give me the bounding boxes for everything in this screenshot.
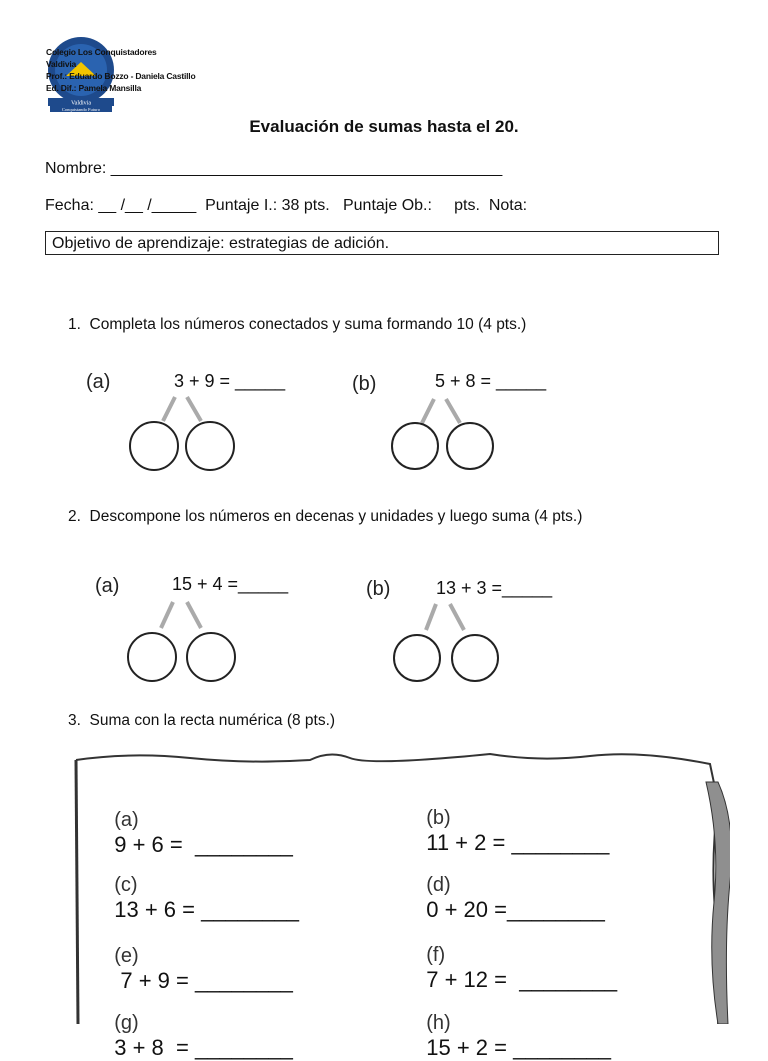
school-name: Colegio Los Conquistadores [46, 47, 157, 57]
q3-item-h [414, 983, 611, 1061]
q1-a-circle-right[interactable] [185, 421, 235, 471]
q2-b-circle-left[interactable] [393, 634, 441, 682]
q3-item-g [102, 983, 293, 1061]
question-3-text: 3. Suma con la recta numérica (8 pts.) [68, 712, 336, 729]
name-line: Nombre: ____________________________________________ [45, 160, 503, 177]
q3-e-equation: 7 + 9 = ________ [114, 968, 293, 993]
q3-b-label: (b) [426, 807, 451, 829]
q1-b-equation: 5 + 8 = _____ [435, 371, 547, 391]
svg-text:Conquistando Futuro: Conquistando Futuro [61, 107, 101, 112]
q1-a-label: (a) [86, 371, 111, 393]
q3-item-d [414, 845, 605, 923]
q3-item-c [102, 845, 299, 923]
school-city: Valdivia [46, 59, 77, 69]
q3-c-equation: 13 + 6 = ________ [114, 897, 299, 922]
q3-f-equation: 7 + 12 = ________ [426, 967, 618, 992]
question-1-text: 1. Completa los números conectados y suma formando 10 (4 pts.) [68, 316, 527, 333]
page-title: Evaluación de sumas hasta el 20. [249, 117, 519, 136]
q3-b-equation: 11 + 2 = ________ [426, 830, 610, 855]
q3-item-f [414, 915, 617, 993]
svg-text:Valdivia: Valdivia [71, 100, 91, 107]
edu-line: Ed. Dif.: Pamela Mansilla [46, 83, 142, 93]
school-header [46, 46, 195, 94]
q1-a-circle-left[interactable] [129, 421, 179, 471]
q2-b-equation: 13 + 3 =_____ [436, 578, 553, 598]
q3-g-equation: 3 + 8 = ________ [114, 1035, 293, 1060]
question-2-text: 2. Descompone los números en decenas y unidades y luego suma (4 pts.) [68, 508, 583, 525]
q3-d-equation: 0 + 20 =________ [426, 897, 605, 922]
q2-b-label: (b) [366, 578, 391, 600]
date-line: Fecha: __ /__ /_____ Puntaje I.: 38 pts. Puntaje Ob.: pts. Nota: [45, 197, 528, 214]
q2-a-label: (a) [95, 575, 120, 597]
q3-e-label: (e) [114, 945, 139, 967]
q2-a-circle-left[interactable] [127, 632, 177, 682]
q1-a-equation: 3 + 9 = _____ [174, 371, 286, 391]
q3-f-label: (f) [426, 944, 446, 966]
q1-b-circle-right[interactable] [446, 422, 494, 470]
q3-c-label: (c) [114, 874, 138, 896]
q3-a-equation: 9 + 6 = ________ [114, 832, 293, 857]
q3-h-equation: 15 + 2 = ________ [426, 1035, 611, 1060]
q3-h-label: (h) [426, 1012, 451, 1034]
q1-b-circle-left[interactable] [391, 422, 439, 470]
q2-b-circle-right[interactable] [451, 634, 499, 682]
teachers-line: Prof.: Eduardo Bozzo - Daniela Castillo [46, 71, 196, 81]
q3-a-label: (a) [114, 809, 139, 831]
q2-a-circle-right[interactable] [186, 632, 236, 682]
q2-a-equation: 15 + 4 =_____ [172, 574, 289, 594]
q1-b-label: (b) [352, 373, 377, 395]
q3-g-label: (g) [114, 1012, 139, 1034]
q3-d-label: (d) [426, 874, 451, 896]
objective-box: Objetivo de aprendizaje: estrategias de adición. [45, 231, 719, 255]
